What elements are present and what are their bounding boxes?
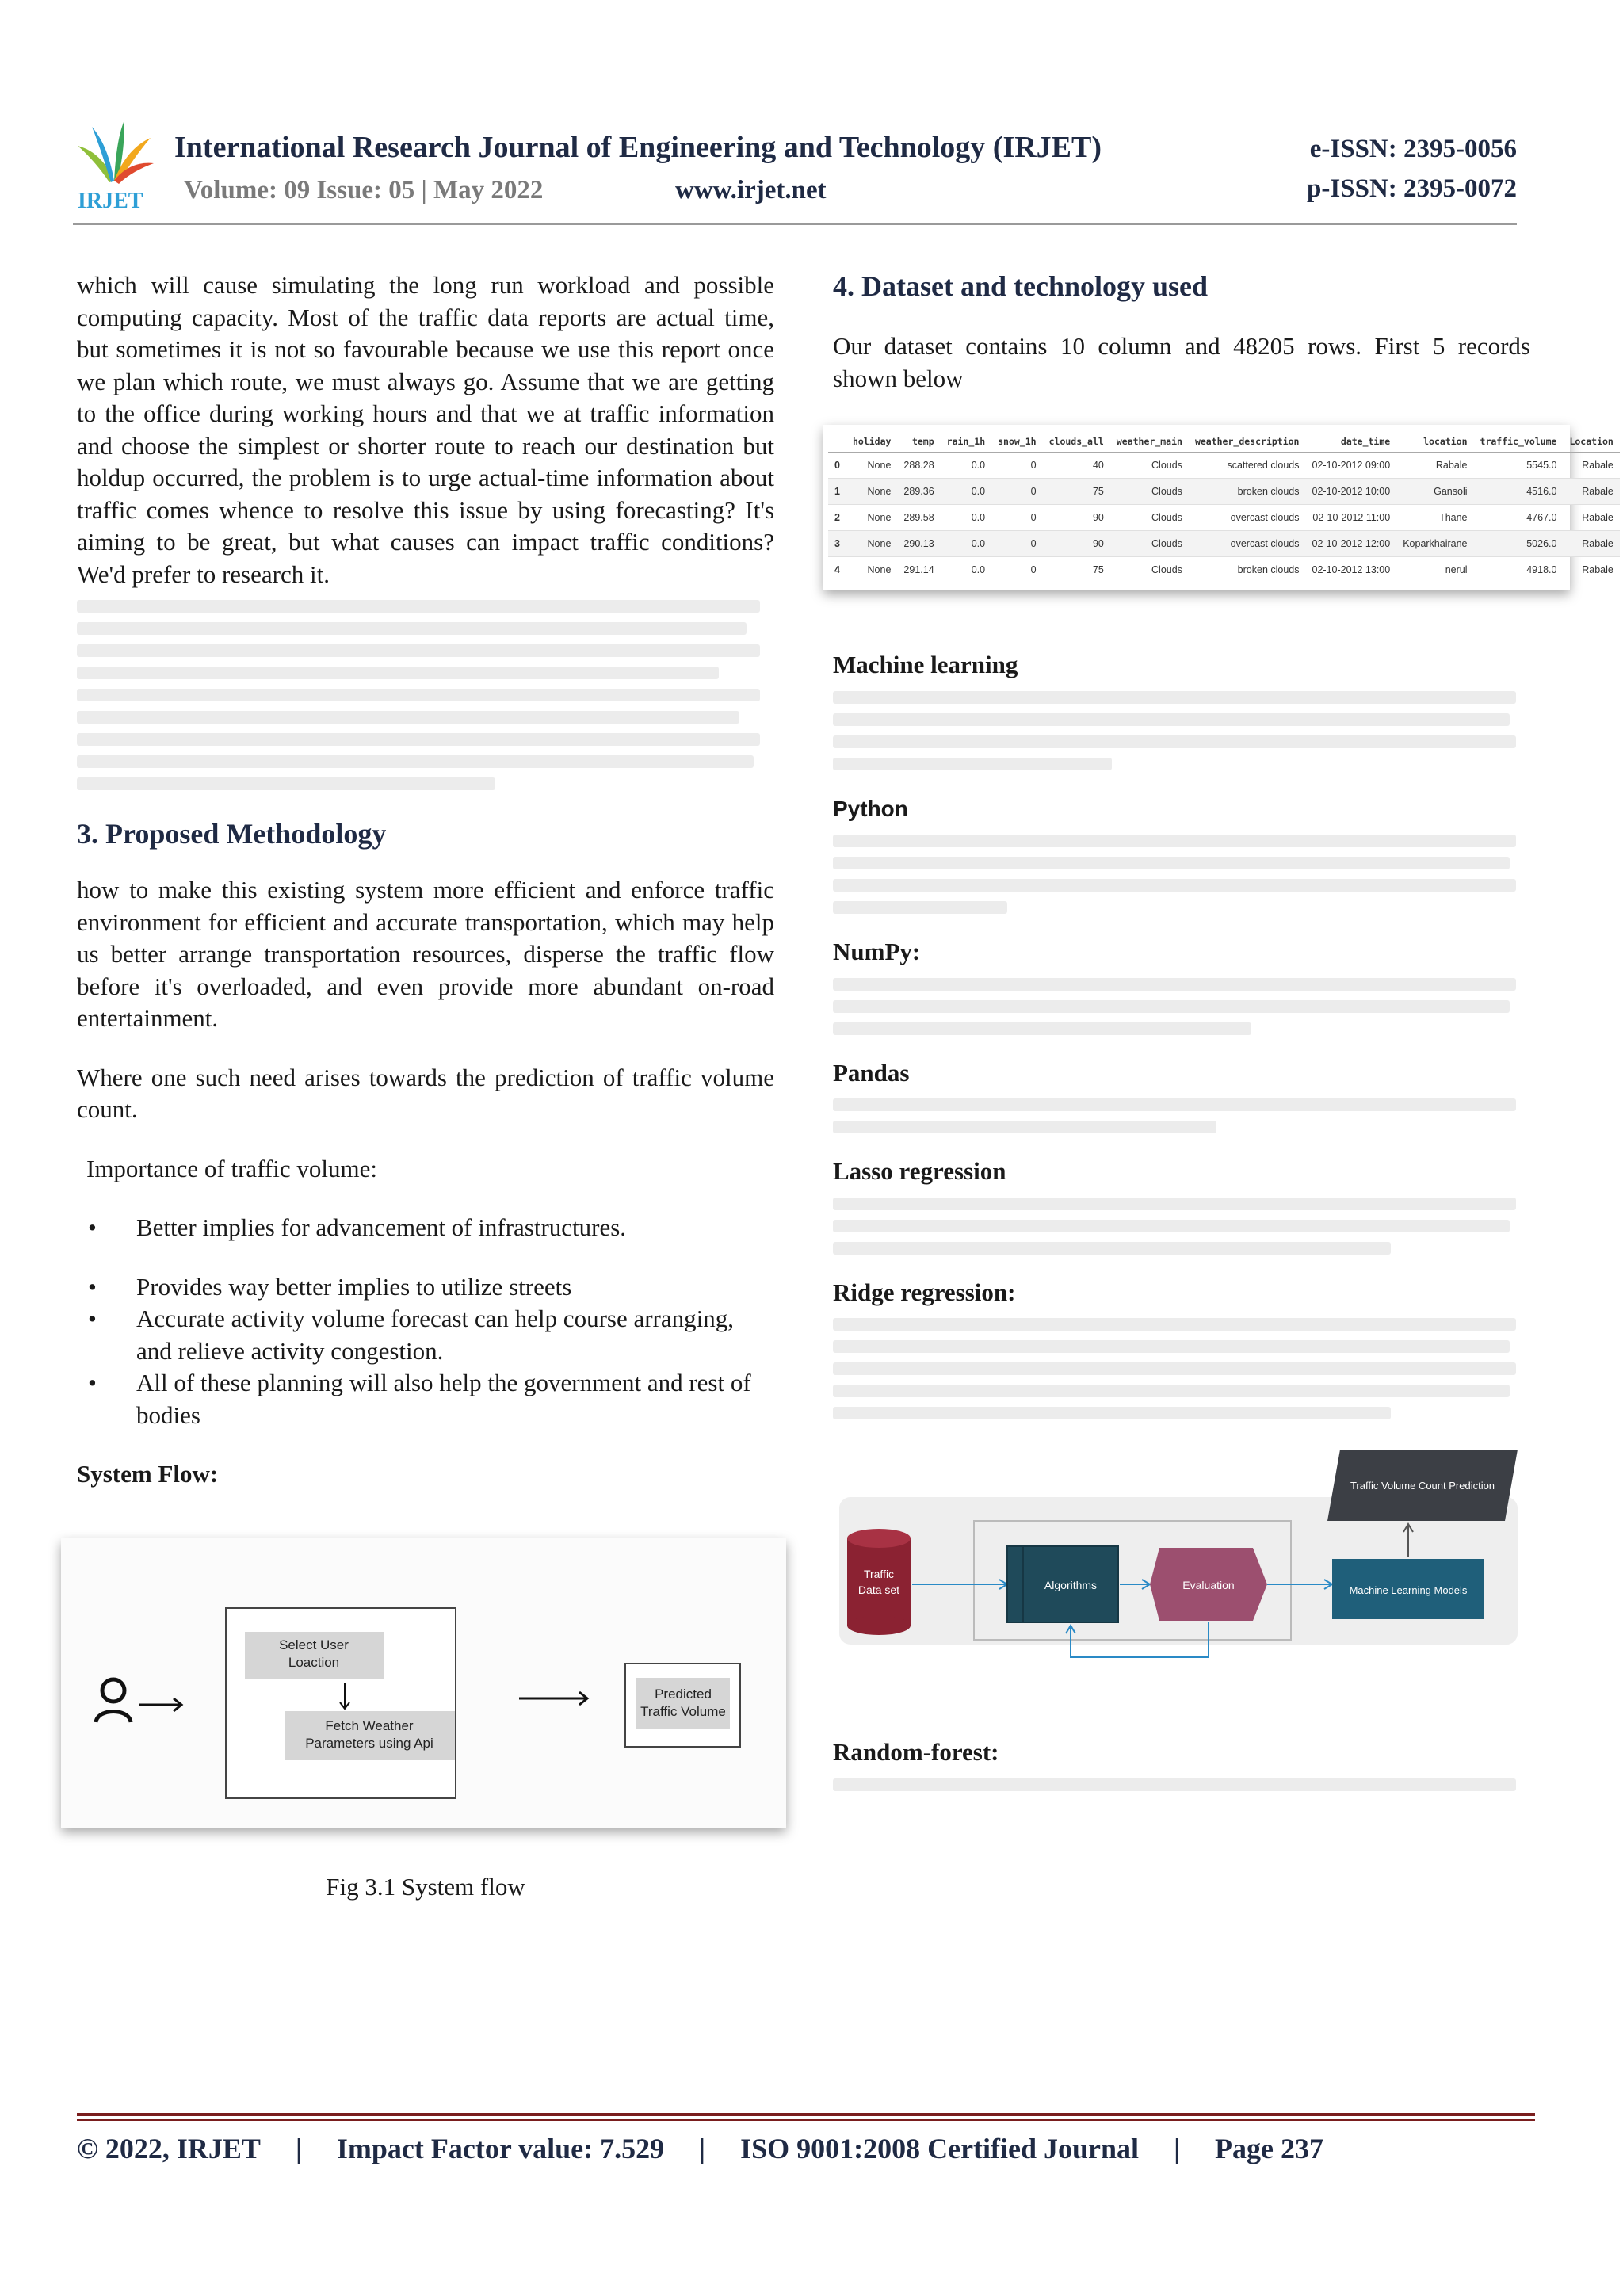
e-issn: e-ISSN: 2395-0056	[1309, 135, 1517, 163]
pandas-text-placeholder	[833, 1098, 1530, 1133]
table-cell: 5026.0	[1474, 531, 1564, 557]
volume-issue: Volume: 09 Issue: 05 | May 2022	[184, 176, 544, 204]
table-cell: 0	[991, 453, 1042, 479]
table-row	[828, 505, 1620, 531]
machine-learning-term: Machine learning	[833, 651, 1018, 678]
table-cell: Clouds	[1110, 453, 1189, 479]
table-header-cell: temp	[897, 431, 940, 453]
table-cell: 0	[991, 479, 1042, 505]
arrow-box-to-output	[519, 1692, 587, 1705]
random-forest-term: Random-forest:	[833, 1738, 999, 1766]
list-item: • Provides way better implies to utilize streets	[77, 1271, 774, 1304]
table-cell: 02-10-2012 12:00	[1306, 531, 1397, 557]
select-location-label-2: Loaction	[288, 1654, 340, 1670]
fetch-weather-label: Fetch Weather	[325, 1717, 414, 1733]
table-cell: 75	[1043, 557, 1110, 583]
p-issn: p-ISSN: 2395-0072	[1307, 174, 1517, 203]
table-cell: Rabale	[1563, 557, 1619, 583]
algorithms-label: Algorithms	[1044, 1579, 1098, 1591]
logo-leaves-icon	[78, 122, 154, 184]
table-cell: Koparkhairane	[1396, 531, 1473, 557]
table-cell: None	[846, 505, 897, 531]
table-cell: None	[846, 531, 897, 557]
table-cell: 291.14	[897, 557, 940, 583]
predicted-label: Predicted	[655, 1686, 712, 1702]
table-cell: 0	[991, 505, 1042, 531]
table-row	[828, 557, 1620, 583]
system-flow-figure	[61, 1538, 786, 1828]
system-flow-heading: System Flow:	[77, 1460, 219, 1488]
traffic-dataset-label: Traffic	[863, 1568, 895, 1580]
table-cell: 40	[1043, 453, 1110, 479]
random-forest-text-placeholder	[833, 1778, 1530, 1791]
page-header	[73, 119, 1517, 226]
table-header-cell	[828, 431, 846, 453]
table-cell: 02-10-2012 09:00	[1306, 453, 1397, 479]
table-header-cell: weather_main	[1110, 431, 1189, 453]
random-forest-paragraph	[833, 1736, 1530, 1769]
numpy-paragraph	[833, 936, 1530, 968]
table-row	[828, 479, 1620, 505]
table-cell: 0.0	[941, 505, 991, 531]
table-cell: Clouds	[1110, 505, 1189, 531]
table-cell: None	[846, 557, 897, 583]
table-cell: Rabale	[1396, 453, 1473, 479]
ridge-paragraph	[833, 1277, 1530, 1309]
table-header-cell: date_time	[1306, 431, 1397, 453]
machine-learning-text-placeholder	[833, 691, 1530, 770]
table-cell: 0	[991, 557, 1042, 583]
table-header-cell: Location	[1563, 431, 1619, 453]
table-cell: broken clouds	[1189, 557, 1306, 583]
dataset-intro: Our dataset contains 10 column and 48205 rows. First 5 records shown below	[833, 332, 1530, 392]
table-cell: 288.28	[897, 453, 940, 479]
predicted-label-2: Traffic Volume	[640, 1703, 726, 1719]
table-header-cell: snow_1h	[991, 431, 1042, 453]
user-icon	[96, 1679, 131, 1722]
table-cell: 02-10-2012 13:00	[1306, 557, 1397, 583]
table-cell: 75	[1043, 479, 1110, 505]
fetch-weather-label-2: Parameters using Api	[305, 1735, 433, 1751]
impact-factor: Impact Factor value: 7.529	[336, 2133, 665, 2164]
logo-text: IRJET	[78, 189, 143, 213]
table-header-cell: holiday	[846, 431, 897, 453]
prediction-label: Traffic Volume Count Prediction	[1350, 1480, 1495, 1492]
table-cell: 289.36	[897, 479, 940, 505]
footer-divider-thin	[77, 2119, 1535, 2121]
ridge-term: Ridge regression:	[833, 1278, 1016, 1306]
list-item: • Better implies for advancement of infrastructures.	[77, 1212, 774, 1244]
table-cell: Rabale	[1563, 531, 1619, 557]
table-cell: 90	[1043, 531, 1110, 557]
dataset-table	[828, 431, 1620, 583]
table-cell: 0.0	[941, 557, 991, 583]
iso-certification: ISO 9001:2008 Certified Journal	[740, 2133, 1140, 2164]
ml-pipeline-diagram	[833, 1443, 1522, 1681]
lasso-term: Lasso regression	[833, 1157, 1006, 1185]
pandas-paragraph	[833, 1057, 1530, 1090]
table-cell: 1	[828, 479, 846, 505]
importance-heading: Importance of traffic volume:	[86, 1154, 377, 1182]
arrow-user-to-box	[139, 1698, 181, 1711]
copyright: © 2022, IRJET	[77, 2133, 261, 2164]
table-cell: 5545.0	[1474, 453, 1564, 479]
pandas-term: Pandas	[833, 1058, 910, 1087]
machine-learning-paragraph	[833, 649, 1530, 682]
table-cell: 4516.0	[1474, 479, 1564, 505]
traffic-dataset-icon	[847, 1529, 911, 1635]
python-term: Python	[833, 796, 908, 821]
table-cell: Thane	[1396, 505, 1473, 531]
footer-divider	[77, 2113, 1535, 2116]
select-location-label: Select User	[279, 1637, 349, 1652]
python-paragraph	[833, 793, 1530, 826]
table-cell: Gansoli	[1396, 479, 1473, 505]
table-row	[828, 531, 1620, 557]
table-cell: 4918.0	[1474, 557, 1564, 583]
table-cell: Rabale	[1563, 505, 1619, 531]
predicted-inner-box	[636, 1678, 730, 1729]
table-cell: 0.0	[941, 531, 991, 557]
table-cell: None	[846, 453, 897, 479]
figure-caption: Fig 3.1 System flow	[326, 1872, 525, 1901]
table-cell: 02-10-2012 10:00	[1306, 479, 1397, 505]
lasso-paragraph	[833, 1156, 1530, 1188]
header-divider	[73, 223, 1517, 225]
right-column	[833, 269, 1613, 1801]
numpy-text-placeholder	[833, 978, 1530, 1035]
table-cell: 4	[828, 557, 846, 583]
table-header-cell: location	[1396, 431, 1473, 453]
dataset-table-image	[823, 425, 1613, 590]
journal-title: International Research Journal of Engineering and Technology (IRJET)	[174, 131, 1102, 164]
table-cell: 290.13	[897, 531, 940, 557]
methodology-paragraph: how to make this existing system more efficient and enforce traffic environment for efficient and accurate transportation, which may help us better arrange transportation resources, disperse the traffic flow before it's overloaded, and even provide more abundant on-road entertainment.	[77, 876, 774, 1032]
left-text-placeholder	[77, 600, 774, 790]
table-cell: overcast clouds	[1189, 531, 1306, 557]
table-cell: broken clouds	[1189, 479, 1306, 505]
table-cell: Clouds	[1110, 557, 1189, 583]
importance-list	[77, 1212, 774, 1431]
table-cell: Clouds	[1110, 479, 1189, 505]
table-cell: 02-10-2012 11:00	[1306, 505, 1397, 531]
table-row	[828, 453, 1620, 479]
evaluation-label: Evaluation	[1182, 1579, 1235, 1591]
lasso-text-placeholder	[833, 1198, 1530, 1255]
table-cell: nerul	[1396, 557, 1473, 583]
list-item: • All of these planning will also help the government and rest of bodies	[77, 1367, 774, 1431]
table-cell: Clouds	[1110, 531, 1189, 557]
ridge-text-placeholder	[833, 1318, 1530, 1419]
irjet-logo	[73, 119, 156, 214]
section-4-heading: 4. Dataset and technology used	[833, 270, 1209, 302]
intro-paragraph: which will cause simulating the long run workload and possible computing capacity. Most of the traffic data reports are actual time, but sometimes it is not so favourable because we use this report once we plan which route, we must always go. Assume that we are getting to the office during working hours and that we at traffic information and choose the simplest or shorter route to reach our destination but holdup occurred, the problem is to urge actual-time information about traffic comes whence to resolve this issue by using forecasting? It's aiming to be great, but what causes can impact traffic conditions? We'd prefer to research it.	[77, 271, 774, 588]
table-cell: Rabale	[1563, 453, 1619, 479]
left-column	[77, 269, 774, 1903]
table-cell: 0	[828, 453, 846, 479]
list-item: • Accurate activity volume forecast can help course arranging, and relieve activity congestion.	[77, 1303, 774, 1367]
prediction-need-paragraph: Where one such need arises towards the prediction of traffic volume count.	[77, 1063, 774, 1123]
page-footer: © 2022, IRJET | Impact Factor value: 7.529 | ISO 9001:2008 Certified Journal | Page 237	[77, 2133, 1323, 2164]
traffic-dataset-label-2: Data set	[857, 1584, 900, 1596]
table-cell: 2	[828, 505, 846, 531]
numpy-term: NumPy:	[833, 938, 921, 965]
ml-models-label: Machine Learning Models	[1349, 1584, 1468, 1596]
python-text-placeholder	[833, 835, 1530, 914]
table-cell: scattered clouds	[1189, 453, 1306, 479]
table-cell: overcast clouds	[1189, 505, 1306, 531]
table-header-cell: clouds_all	[1043, 431, 1110, 453]
table-cell: None	[846, 479, 897, 505]
table-header-cell: rain_1h	[941, 431, 991, 453]
section-3-heading: 3. Proposed Methodology	[77, 818, 387, 850]
page-number: Page 237	[1215, 2133, 1323, 2164]
table-header-cell: traffic_volume	[1474, 431, 1564, 453]
table-cell: Rabale	[1563, 479, 1619, 505]
table-cell: 3	[828, 531, 846, 557]
table-cell: 0	[991, 531, 1042, 557]
journal-website-link[interactable]: www.irjet.net	[675, 176, 827, 204]
table-header-cell: weather_description	[1189, 431, 1306, 453]
table-cell: 4767.0	[1474, 505, 1564, 531]
table-cell: 90	[1043, 505, 1110, 531]
table-cell: 0.0	[941, 453, 991, 479]
table-cell: 0.0	[941, 479, 991, 505]
table-cell: 289.58	[897, 505, 940, 531]
